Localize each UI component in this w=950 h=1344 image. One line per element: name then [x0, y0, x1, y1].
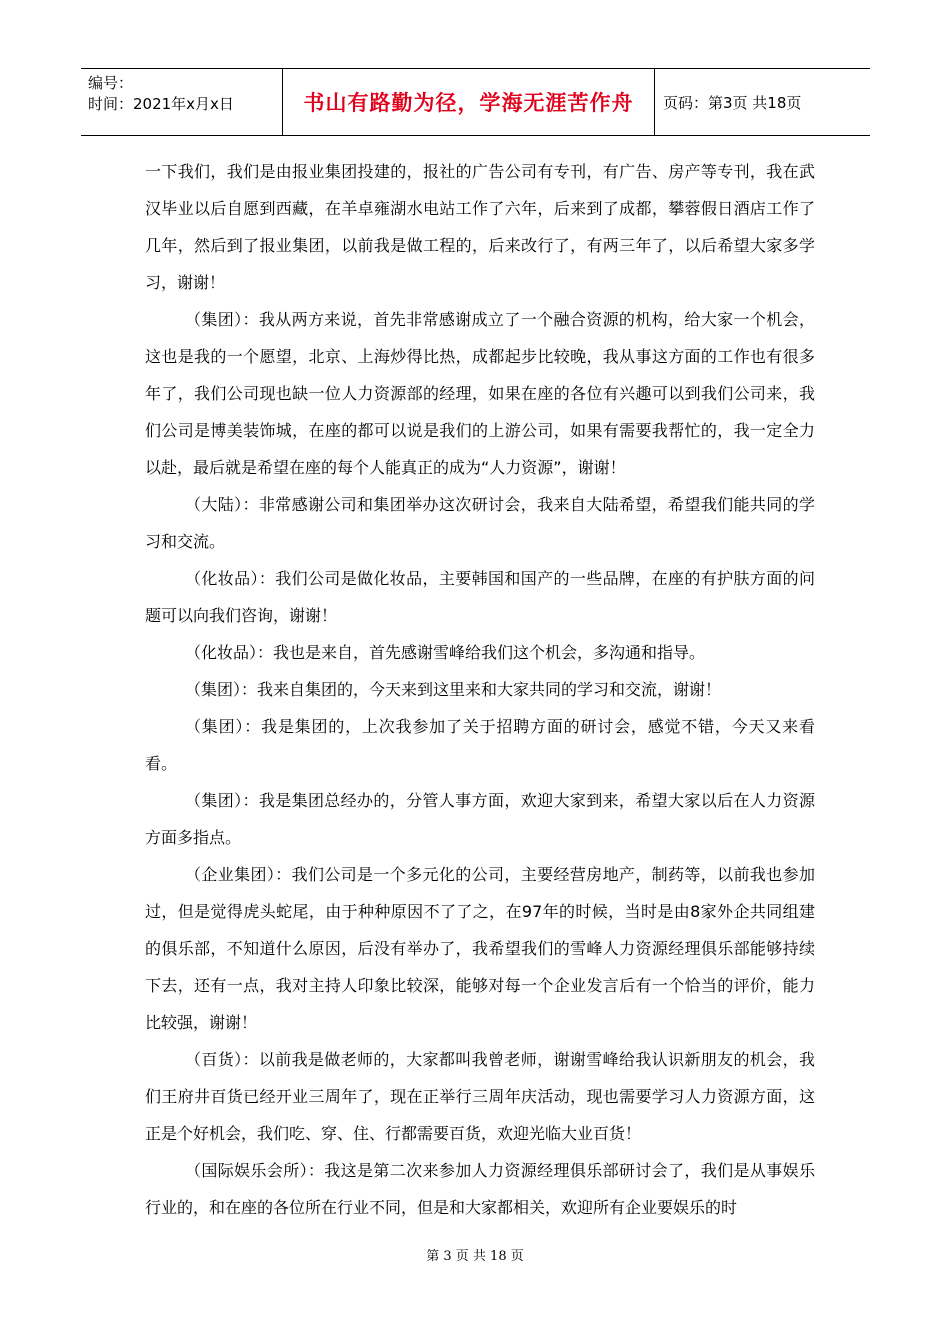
- body-paragraph: （百货）：以前我是做老师的，大家都叫我曾老师，谢谢雪峰给我认识新朋友的机会，我们王府井百货已经开业三周年了，现在正举行三周年庆活动，现也需要学习人力资源方面，这正是个好机会，我们吃、穿、住、行都需要百货，欢迎光临大业百货！: [145, 1050, 815, 1143]
- document-body: [145, 153, 815, 1226]
- motto-text: 书山有路勤为径，学海无涯苦作舟: [303, 91, 634, 115]
- body-paragraph: （国际娱乐会所）：我这是第二次来参加人力资源经理俱乐部研讨会了，我们是从事娱乐行业的，和在座的各位所在行业不同，但是和大家都相关，欢迎所有企业要娱乐的时: [145, 1161, 815, 1217]
- body-paragraph: （集团）：我从两方来说，首先非常感谢成立了一个融合资源的机构，给大家一个机会，这也是我的一个愿望，北京、上海炒得比热，成都起步比较晚，我从事这方面的工作也有很多年了，我们公司现也缺一位人力资源部的经理，如果在座的各位有兴趣可以到我们公司来，我们公司是博美装饰城，在座的都可以说是我们的上游公司，如果有需要我帮忙的，我一定全力以赴，最后就是希望在座的每个人能真正的成为“人力资源”，谢谢！: [145, 310, 815, 477]
- body-paragraph: （集团）：我来自集团的，今天来到这里来和大家共同的学习和交流，谢谢！: [185, 680, 722, 699]
- body-paragraph: （企业集团）：我们公司是一个多元化的公司，主要经营房地产，制药等，以前我也参加过，但是觉得虎头蛇尾，由于种种原因不了了之，在97年的时候，当时是由8家外企共同组建的俱乐部，不知道什么原因，后没有举办了，我希望我们的雪峰人力资源经理俱乐部能够持续下去，还有一点，我对主持人印象比较深，能够对每一个企业发言后有一个恰当的评价，能力比较强，谢谢！: [145, 865, 815, 1032]
- body-paragraph: （化妆品）：我们公司是做化妆品，主要韩国和国产的一些品牌，在座的有护肤方面的问题可以向我们咨询，谢谢！: [145, 569, 815, 625]
- page-label: 页码：第3页 共18页: [663, 93, 802, 112]
- page-header: [81, 68, 870, 136]
- body-paragraph: （化妆品）：我也是来自，首先感谢雪峰给我们这个机会，多沟通和指导。: [185, 643, 706, 662]
- number-label: 编号：: [88, 74, 134, 92]
- time-label: 时间：2021年x月x日: [88, 95, 234, 113]
- body-paragraph: （集团）：我是集团总经办的，分管人事方面，欢迎大家到来，希望大家以后在人力资源方面多指点。: [145, 791, 815, 847]
- header-page-cell: [655, 69, 870, 135]
- body-paragraph: 一下我们，我们是由报业集团投建的，报社的广告公司有专刊，有广告、房产等专刊，我在武汉毕业以后自愿到西藏，在羊卓雍湖水电站工作了六年，后来到了成都，攀蓉假日酒店工作了几年，然后到了报业集团，以前我是做工程的，后来改行了，有两三年了，以后希望大家多学习，谢谢！: [145, 162, 815, 292]
- header-motto-cell: [283, 69, 655, 135]
- body-paragraph: （集团）：我是集团的，上次我参加了关于招聘方面的研讨会，感觉不错，今天又来看看。: [145, 717, 815, 773]
- page-footer: 第 3 页 共 18 页: [426, 1249, 524, 1264]
- body-paragraph: （大陆）：非常感谢公司和集团举办这次研讨会，我来自大陆希望，希望我们能共同的学习和交流。: [145, 495, 815, 551]
- header-meta: [81, 69, 283, 135]
